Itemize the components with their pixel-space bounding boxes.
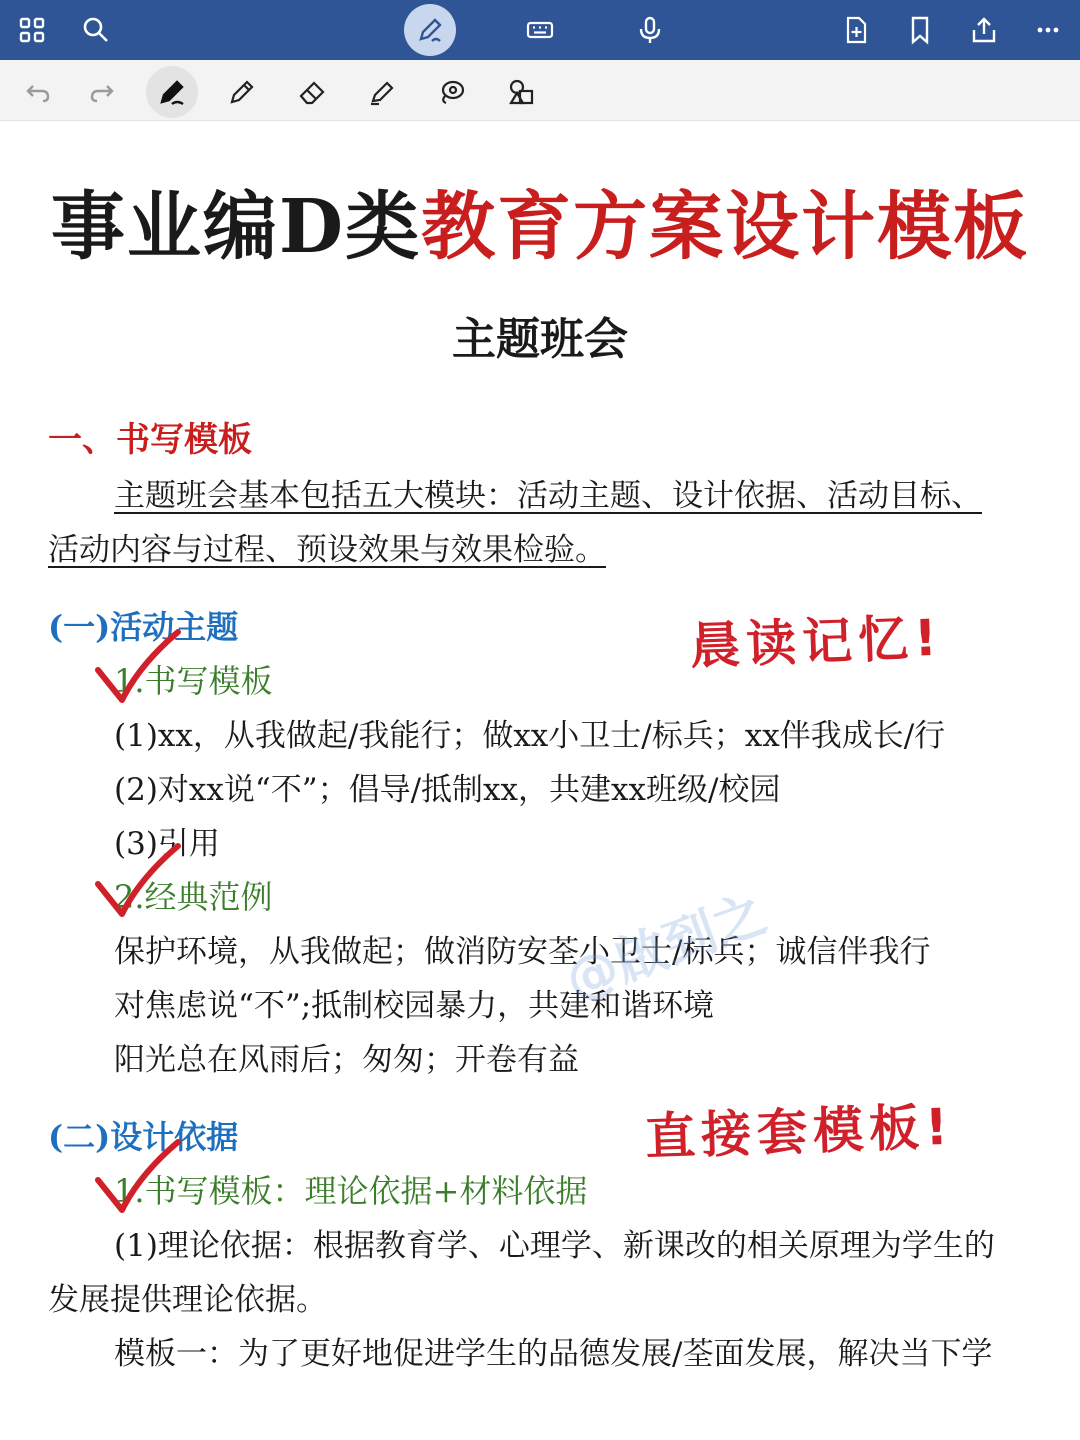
- item-heading: 2.经典范例: [114, 878, 273, 916]
- redo-icon[interactable]: [82, 72, 122, 112]
- bookmark-icon[interactable]: [898, 8, 942, 52]
- body-line: (1)xx，从我做起/我能行；做xx小卫士/标兵；xx伴我成长/行: [114, 718, 946, 754]
- title-red-part: 教育方案设计模板: [421, 184, 1030, 270]
- microphone-icon[interactable]: [628, 8, 672, 52]
- pen-icon[interactable]: [408, 8, 452, 52]
- body-line: 对焦虑说“不”;抵制校园暴力，共建和谐环境: [114, 988, 715, 1024]
- subsection-heading: (二)设计依据: [48, 1118, 239, 1156]
- checkmark-icon: [92, 842, 192, 922]
- page-title: [0, 168, 1080, 274]
- body-line: 模板一：为了更好地促进学生的品德发展/荃面发展，解决当下学: [114, 1336, 993, 1372]
- eraser-icon[interactable]: [292, 72, 332, 112]
- body-line: 阳光总在风雨后；匆匆；开卷有益: [114, 1042, 579, 1078]
- item-heading: 1.书写模板：理论依据+材料依据: [114, 1172, 588, 1210]
- add-page-icon[interactable]: [834, 8, 878, 52]
- intro-text-line: 活动内容与过程、预设效果与效果检验。: [48, 532, 606, 568]
- watermark-logo: @啟到之: [557, 883, 774, 1012]
- share-icon[interactable]: [962, 8, 1006, 52]
- undo-icon[interactable]: [18, 72, 58, 112]
- title-black-part: 事业编D类: [50, 184, 422, 270]
- search-icon[interactable]: [74, 8, 118, 52]
- body-line: (1)理论依据：根据教育学、心理学、新课改的相关原理为学生的: [114, 1228, 995, 1264]
- body-line: 保护环境，从我做起；做消防安荃小卫士/标兵；诚信伴我行: [114, 934, 931, 970]
- body-line: 发展提供理论依据。: [48, 1282, 327, 1318]
- highlighter-icon[interactable]: [362, 72, 402, 112]
- body-line: (3)引用: [114, 826, 220, 862]
- keyboard-icon[interactable]: [518, 8, 562, 52]
- subsection-heading: (一)活动主题: [48, 608, 239, 646]
- stylus-pen-icon[interactable]: [152, 72, 192, 112]
- item-heading: 1.书写模板: [114, 662, 273, 700]
- grid-icon[interactable]: [10, 8, 54, 52]
- page-subtitle: 主题班会: [452, 314, 628, 365]
- app-top-bar: [0, 0, 1080, 60]
- body-line: (2)对xx说“不”；倡导/抵制xx，共建xx班级/校园: [114, 772, 781, 808]
- more-icon[interactable]: [1026, 8, 1070, 52]
- checkmark-icon: [92, 1138, 192, 1218]
- handwritten-note: 晨读记忆!: [689, 608, 944, 676]
- handwritten-note: 直接套模板!: [644, 1097, 955, 1167]
- lasso-icon[interactable]: [432, 72, 472, 112]
- pencil-icon[interactable]: [222, 72, 262, 112]
- intro-text-line: 主题班会基本包括五大模块：活动主题、设计依据、活动目标、: [114, 478, 982, 514]
- checkmark-icon: [92, 628, 192, 708]
- shapes-icon[interactable]: [502, 72, 542, 112]
- section-heading: 一、书写模板: [48, 420, 252, 460]
